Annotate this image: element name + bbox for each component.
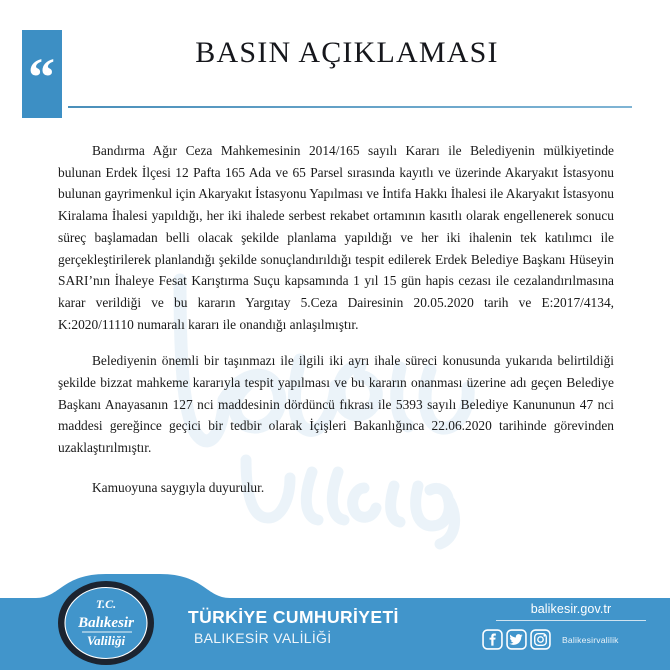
social-handle: Balikesirvalilik <box>562 634 619 645</box>
footer-titles <box>188 607 399 647</box>
document-body <box>58 118 614 499</box>
footer-title-primary: TÜRKİYE CUMHURİYETİ <box>188 607 399 627</box>
paragraph-1: Bandırma Ağır Ceza Mahkemesinin 2014/165 sayılı Kararı ile Belediyenin mülkiyetinde bulunan Erdek İlçesi 12 Pafta 165 Ada ve 65 Parsel sırasında kayıtlı ve üzerinde Akaryakıt İstasyonu bulunan gayrimenkul için Akaryakıt İstasyonu Yapılması ve İntifa Hakkı İhalesi ile Akaryakıt İstasyonu Kiralama İhalesi yapıldığı, her iki ihalede serbest rekabet ortamının kasıtlı olarak engellenerek sonucu süreç başlamadan belli olacak şekilde planlama yapıldığı ve her iki ihalenin tek katılımcı ile gerçekleştirilerek planlandığı şekilde sonuçlandırıldığı tespit edilerek Erdek Belediye Başkanı Hüseyin SARI’nın İhaleye Fesat Karıştırma Suçu kapsamında 1 yıl 15 gün hapis cezası ile cezalandırılmasına karar verildiği ve bu kararın Yargıtay 5.Ceza Dairesinin 20.05.2020 tarih ve E:2017/4134, K:2020/11110 numaralı kararı ile onandığı anlaşılmıştır. <box>58 143 614 332</box>
svg-text:T.C.: T.C. <box>95 597 117 611</box>
title-divider <box>68 106 632 108</box>
document-footer <box>0 574 670 670</box>
website-link[interactable]: balikesir.gov.tr <box>496 602 646 621</box>
social-links <box>482 629 648 650</box>
footer-title-secondary: BALIKESİR VALİLİĞİ <box>194 630 332 647</box>
balikesir-governorship-emblem <box>48 580 164 666</box>
footer-contact <box>478 602 648 650</box>
svg-text:Valiliği: Valiliği <box>86 633 126 648</box>
page-title: BASIN AÇIKLAMASI <box>195 36 499 69</box>
twitter-icon[interactable] <box>506 629 527 650</box>
paragraph-2: Belediyenin önemli bir taşınmazı ile ilgili iki ayrı ihale süreci konusunda yukarıda belirtildiği şekilde bizzat mahkeme kararıyla tespit yapılması ve bu kararın onanması üzerine adı geçen Belediye Başkanı Anayasanın 127 nci maddesinin dördüncü fıkrası ile 5393 sayılı Belediye Kanununun 47 nci maddesi gereğince geçici bir tedbir olarak İçişleri Bakanlığınca 22.06.2020 tarihinde görevinden uzaklaştırılmıştır. <box>58 353 614 456</box>
closing-statement: Kamuoyuna saygıyla duyurulur. <box>92 479 265 495</box>
quote-mark-block <box>22 30 62 118</box>
document-header <box>0 0 670 118</box>
svg-text:Balıkesir: Balıkesir <box>78 615 134 631</box>
instagram-icon[interactable] <box>530 629 551 650</box>
quote-icon: “ <box>28 47 56 107</box>
facebook-icon[interactable] <box>482 629 503 650</box>
